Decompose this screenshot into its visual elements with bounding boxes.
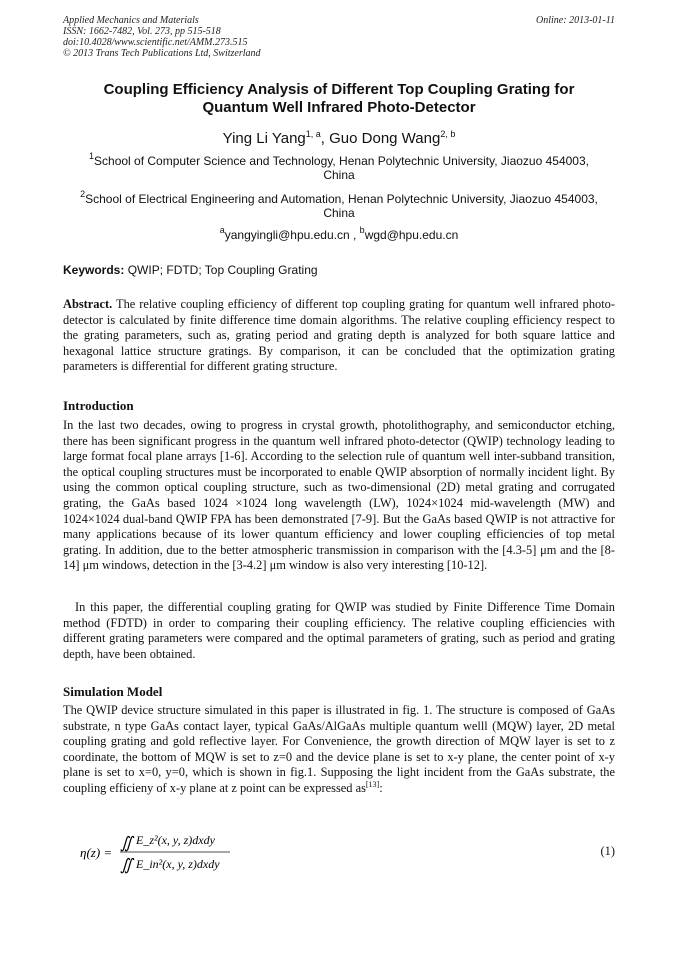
title-line-1: Coupling Efficiency Analysis of Different Top Coupling Grating for — [103, 81, 575, 98]
simulation-paragraph-text: The QWIP device structure simulated in this paper is illustrated in fig. 1. The structure is composed of GaAs substrate, n type GaAs contact layer, typical GaAs/AlGaAs multiple quantum welll (MQW) layer, 2D metal coupling grating and gold reflective layer. For Convenience, the growth direction of MQW layer is set to z coordinate, the bottom of MQW is set to z=0 and the device plane is set to x-y plane, the center point of x-y plane is set to x=0, y=0, which is shown in fig.1. Supposing the light incident from the GaAs substrate, the coupling efficieny of x-y plane at z point can be expressed as — [63, 703, 615, 795]
email-b-sup: b — [359, 225, 365, 235]
equation-graphic — [80, 828, 260, 876]
keywords-label: Keywords: — [63, 263, 125, 277]
denominator-integral: ∬ — [120, 857, 133, 874]
equation-number: (1) — [600, 844, 615, 858]
keywords-text: QWIP; FDTD; Top Coupling Grating — [124, 263, 318, 277]
email-b: wgd@hpu.edu.cn — [364, 228, 459, 242]
affiliation-2-line-2: China — [323, 206, 355, 220]
affiliation-1-line-2: China — [323, 168, 355, 182]
simulation-paragraph-1 — [63, 703, 615, 797]
copyright-line: © 2013 Trans Tech Publications Ltd, Switzerland — [63, 48, 261, 59]
online-date: Online: 2013-01-11 — [536, 15, 615, 26]
issn-line: ISSN: 1662-7482, Vol. 273, pp 515-518 — [63, 26, 221, 37]
equation-numerator: E_z²(x, y, z)dxdy — [136, 833, 215, 847]
numerator-integral: ∬ — [120, 835, 133, 852]
simulation-paragraph-end: : — [379, 780, 383, 795]
email-separator: , — [349, 228, 360, 242]
author-separator: , — [320, 130, 330, 147]
doi-line: doi:10.4028/www.scientific.net/AMM.273.515 — [63, 37, 248, 48]
paper-title — [63, 81, 615, 117]
abstract-text: The relative coupling efficiency of different top coupling grating for quantum well infrared photo-detector is calculated by finite difference time domain algorithms. The relative coupling efficiency respect to the grating parameters, such as, grating period and grating depth is analyzed for both square lattice and hexagonal lattice structure gratings. By comparison, it can be concluded that the optimization grating parameters is differential for different grating structure. — [63, 297, 615, 374]
intro-paragraph-1: In the last two decades, owing to progress in crystal growth, photolithography, and semiconductor etching, there has been significant progress in the quantum well infrared photo-detector (QWIP) technology leading to large format focal plane arrays [1-6]. According to the selection rule of quantum well inter-subband transition, the optical coupling structures must be incorporated to enable QWIP absorption of normally incident light. By using the common optical coupling structure, such as two-dimensional (2D) metal grating and corrugated grating, the GaAs based 1024 ×1024 long wavelength (LW), 1024×1024 mid-wavelength (MW) and 1024×1024 dual-band QWIP FPA has been demonstrated [7-9]. But the GaAs based QWIP is not attractive for many applications because of its lower quantum efficiency and lower coupling efficiencies of top metal grating. In addition, due to the better atmospheric transmission in comparison with the [4.3-5] μm and the [8-14] μm windows, detection in the [3-4.2] μm window is also very interesting [10-12]. — [63, 418, 615, 573]
author-list — [63, 130, 615, 148]
simulation-heading: Simulation Model — [63, 684, 163, 699]
author-emails — [63, 225, 615, 242]
affiliation-2 — [63, 189, 615, 220]
keywords — [63, 263, 318, 277]
intro-heading: Introduction — [63, 398, 134, 413]
citation-13: [13] — [365, 779, 380, 789]
journal-header — [63, 15, 261, 59]
abstract-label: Abstract. — [63, 297, 113, 311]
equation-denominator: E_in²(x, y, z)dxdy — [136, 857, 220, 871]
author-1-sup: 1, a — [305, 129, 321, 139]
title-line-2: Quantum Well Infrared Photo-Detector — [202, 99, 476, 116]
equation-lhs: η(z) = — [80, 845, 113, 860]
author-2-name: Guo Dong Wang — [329, 130, 441, 147]
author-1-name: Ying Li Yang — [222, 130, 306, 147]
equation-1 — [80, 828, 615, 876]
affiliation-2-line-1: School of Electrical Engineering and Automation, Henan Polytechnic University, Jiaozuo 454003, — [85, 192, 598, 206]
journal-name: Applied Mechanics and Materials — [63, 15, 199, 26]
affiliation-2-sup: 2 — [80, 189, 86, 199]
intro-paragraph-2: In this paper, the differential coupling grating for QWIP was studied by Finite Difference Time Domain method (FDTD) in order to comparing their coupling efficiency. The relative coupling efficiencies with different grating parameters were compared and the optimal parameters of grating, such as period and grating depth, have been obtained. — [63, 600, 615, 661]
affiliation-1 — [63, 151, 615, 182]
affiliation-1-sup: 1 — [89, 151, 95, 161]
abstract — [63, 297, 615, 375]
email-a-sup: a — [219, 225, 225, 235]
author-2-sup: 2, b — [440, 129, 456, 139]
email-a: yangyingli@hpu.edu.cn — [224, 228, 350, 242]
affiliation-1-line-1: School of Computer Science and Technology, Henan Polytechnic University, Jiaozuo 454003, — [94, 154, 589, 168]
